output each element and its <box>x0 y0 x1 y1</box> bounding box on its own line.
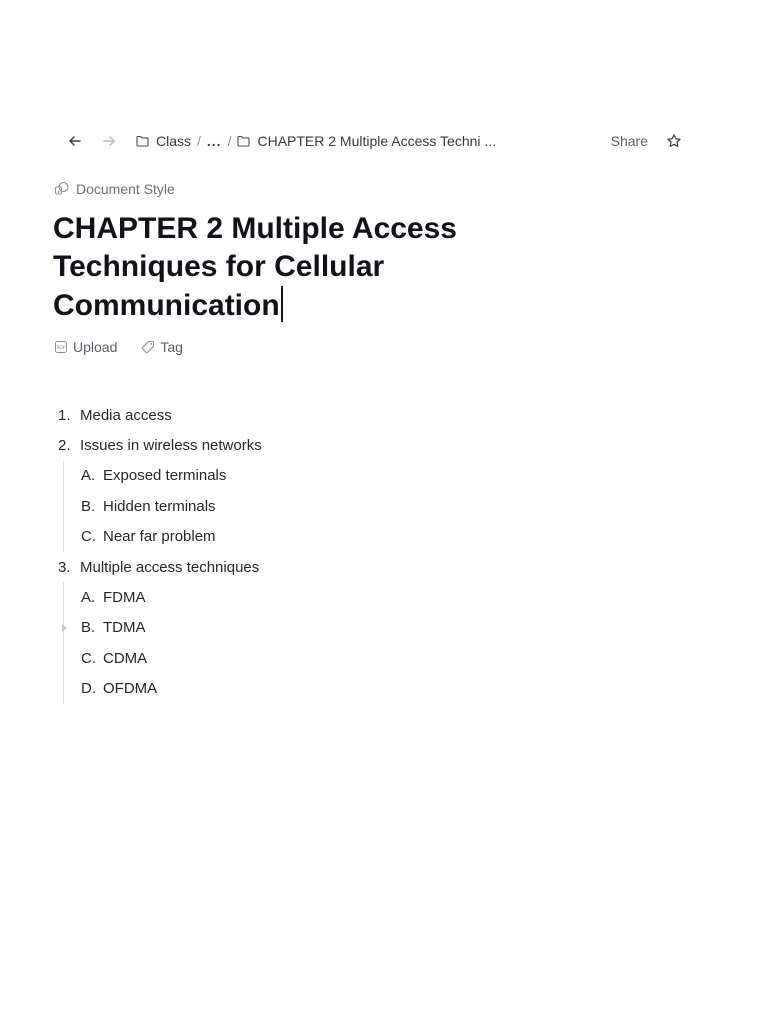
share-button[interactable]: Share <box>610 133 648 149</box>
document-style-button[interactable] <box>54 181 175 197</box>
breadcrumb-separator: / <box>227 133 232 149</box>
list-text: Media access <box>80 406 172 424</box>
list-text: Near far problem <box>103 528 216 546</box>
list-number: 1. <box>58 406 71 424</box>
top-bar <box>62 128 682 154</box>
sub-list <box>63 461 262 552</box>
list-text: OFDMA <box>103 680 158 698</box>
palette-icon <box>54 181 70 197</box>
breadcrumb-separator: / <box>197 133 201 149</box>
list-number: C. <box>81 528 96 546</box>
outline-list <box>58 400 262 704</box>
text-cursor <box>281 286 283 322</box>
sub-list <box>63 582 262 704</box>
breadcrumb-label: ... <box>206 133 222 149</box>
tag-label: Tag <box>160 339 183 355</box>
list-item[interactable] <box>81 461 262 491</box>
upload-button[interactable] <box>54 339 117 355</box>
arrow-left-icon <box>67 133 83 149</box>
list-item[interactable] <box>81 643 262 673</box>
list-number: B. <box>81 619 96 637</box>
list-item[interactable] <box>81 613 262 643</box>
list-number: D. <box>81 680 96 698</box>
breadcrumb <box>136 133 496 149</box>
list-number: B. <box>81 497 96 515</box>
list-text: TDMA <box>103 619 146 637</box>
pdf-icon <box>54 340 68 354</box>
list-text: Exposed terminals <box>103 467 227 485</box>
list-item[interactable] <box>58 552 262 582</box>
tag-icon <box>141 340 155 354</box>
list-item[interactable] <box>58 430 262 460</box>
page-title[interactable] <box>53 210 513 325</box>
list-item[interactable] <box>81 674 262 704</box>
breadcrumb-label: Class <box>156 133 192 149</box>
top-actions <box>611 133 682 149</box>
star-icon <box>666 133 682 149</box>
collapse-toggle-icon[interactable] <box>62 624 67 632</box>
list-number: 2. <box>58 437 71 455</box>
page-title-text: CHAPTER 2 Multiple Access Techniques for Cellular Communication <box>53 212 457 322</box>
document-style-label: Document Style <box>76 181 175 197</box>
favorite-button[interactable] <box>666 133 682 149</box>
document-meta-row <box>54 339 207 355</box>
tag-button[interactable] <box>141 339 183 355</box>
svg-text:PDF: PDF <box>56 346 66 352</box>
list-item[interactable] <box>81 491 262 521</box>
list-number: 3. <box>58 558 71 576</box>
arrow-right-icon <box>101 133 117 149</box>
list-text: FDMA <box>103 589 146 607</box>
back-button[interactable] <box>62 128 88 154</box>
breadcrumb-item-collapsed[interactable] <box>207 133 222 149</box>
upload-label: Upload <box>73 339 118 355</box>
list-text: Multiple access techniques <box>80 558 260 576</box>
list-item[interactable] <box>58 400 262 430</box>
breadcrumb-item-current[interactable] <box>237 133 496 149</box>
breadcrumb-label: CHAPTER 2 Multiple Access Techni ... <box>257 133 497 149</box>
forward-button[interactable] <box>96 128 122 154</box>
list-text: Hidden terminals <box>103 497 216 515</box>
list-number: A. <box>81 589 96 607</box>
list-item[interactable] <box>81 522 262 552</box>
list-text: Issues in wireless networks <box>80 437 262 455</box>
folder-icon <box>136 135 149 147</box>
list-text: CDMA <box>103 649 148 667</box>
folder-icon <box>237 135 250 147</box>
list-number: A. <box>81 467 96 485</box>
list-item[interactable] <box>81 582 262 612</box>
list-number: C. <box>81 649 96 667</box>
breadcrumb-item-class[interactable] <box>136 133 191 149</box>
